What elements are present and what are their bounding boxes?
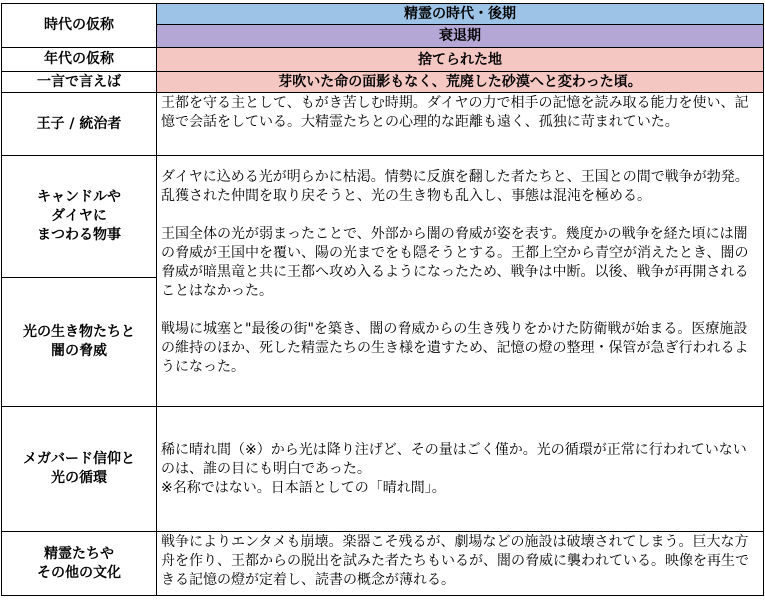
candle-darkness-cell [157,156,764,407]
darkness-text-1: 王国全体の光が弱まったことで、外部から闇の脅威が姿を表す。幾度かの戦争を経た頃には闇の脅威が王国中を覆い、陽の光までをも隠そうとする。王都上空から青空が消えたとき、闇の脅威が暗黒竜と共に王都へ攻め入るようになったため、戦争は中断。以後、戦争が再開されることはなかった。 [161,226,749,299]
ruler-cell [157,93,764,156]
culture-text: 戦争によりエンタメも崩壊。楽器こそ残るが、劇場などの施設は破壊されてしまう。巨大な方舟を作り、王都からの脱出を試みた者たちもいるが、闇の脅威に襲われている。映像を再生できる記憶の燈が定着し、読書の概念が薄れる。 [161,534,749,588]
faith-text-1: 稀に晴れ間（※）から光は降り注げど、その量はごく僅か。光の循環が正常に行われていないのは、誰の目にも明白であった。 [161,441,747,477]
ruler-label: 王子 / 統治者 [2,93,157,156]
darkness-text-2: 戦場に城塞と"最後の街"を築き、闇の脅威からの生き残りをかけた防衛戦が始まる。医療施設の維持のほか、死した精霊たちの生き様を遺すため、記憶の燈の整理・保管が急ぎ行われるようになった。 [161,321,749,375]
summary-label: 一言で言えば [2,72,157,93]
culture-label-line-1: 精霊たちや [44,545,114,562]
candle-text: ダイヤに込める光が明らかに枯渇。情勢に反旗を翻した者たちと、王国との間で戦争が勃発。乱獲された仲間を取り戻そうと、光の生き物も乱入し、事態は混沌を極める。 [161,169,749,204]
age-label: 年代の仮称 [2,48,157,72]
candle-label-line-2: ダイヤに [51,208,107,224]
candle-label-line-1: キャンドルや [37,189,121,205]
summary-value: 芽吹いた命の面影もなく、荒廃した砂漠へと変わった頃。 [157,72,764,93]
age-value: 捨てられた地 [157,48,764,72]
faith-label-cell [2,407,157,532]
darkness-label-line-1: 光の生き物たちと [23,324,135,340]
faith-label-line-2: 光の循環 [51,470,107,486]
darkness-label-line-2: 闇の脅威 [51,343,107,359]
faith-label-line-1: メガバード信仰と [23,451,135,467]
candle-label-line-3: まつわる物事 [37,227,121,243]
era-label: 時代の仮称 [44,17,114,33]
faith-cell [157,407,764,532]
culture-label-cell [2,532,157,596]
candle-label-cell [2,156,157,278]
darkness-label-cell [2,278,157,407]
era-table [1,3,764,596]
culture-cell [157,532,764,596]
era-label-cell [2,4,157,48]
era-value-1: 精霊の時代・後期 [157,4,764,25]
era-value-2: 衰退期 [157,25,764,48]
culture-label-line-2: その他の文化 [37,564,121,581]
faith-text-2: ※名称ではない。日本語としての「晴れ間」。 [161,479,446,496]
ruler-text: 王都を守る主として、もがき苦しむ時期。ダイヤの力で相手の記憶を読み取る能力を使い、記憶で会話をしている。大精霊たちとの心理的な距離も遠く、孤独に苛まれていた。 [161,95,749,130]
